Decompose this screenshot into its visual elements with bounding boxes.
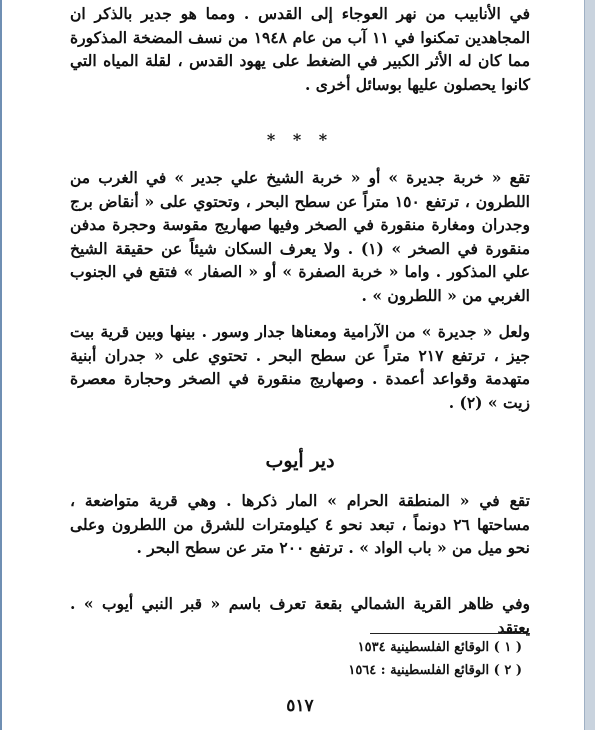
footnote-1: ( ١ ) الوقائع الفلسطينية ١٥٣٤ — [357, 640, 522, 655]
section-heading: دير أيوب — [265, 450, 335, 472]
paragraph-khirbet-jadira: تقع « خربة جديرة » أو « خربة الشيخ علي جدير » في الغرب من اللطرون ، ترتفع ١٥٠ متراً عن سطح البحر ، وتحتوي على « أنقاض برج وجدران ومغارة منقورة في الصخر وفيها صهاريج مقوسة وحجرة مدفن منقورة في الصخر » (١) . ولا يعرف السكان شيئاً عن حقيقة الشيخ علي المذكور . واما « خربة الصفرة » أو « الصفار » فتقع في الجنوب الغربي من « اللطرون » . — [70, 168, 530, 305]
paragraph-prophet-tomb: وفي ظاهر القرية الشمالي بقعة تعرف باسم « قبر النبي أيوب » . يعتقد — [70, 594, 530, 637]
section-separator: * * * — [266, 130, 334, 149]
page-number: ٥١٧ — [286, 696, 314, 716]
paragraph-jadira-etymology: ولعل « جديرة » من الآرامية ومعناها جدار وسور . بينها وبين قرية بيت جيز ، ترتفع ٢١٧ متراً عن سطح البحر . تحتوي على « جدران أبنية متهدمة وقواعد أعمدة . وصهاريج منقورة في الصخر وحجارة معصرة زيت » (٢) . — [70, 322, 530, 412]
paragraph-intro: في الأنابيب من نهر العوجاء إلى القدس . ومما هو جدير بالذكر ان المجاهدين تمكنوا في ١١ آب من عام ١٩٤٨ من نسف المضخة المذكورة مما كان له الأثر الكبير في الضغط على يهود القدس ، لقلة المياه التي كانوا يحصلون عليها بوسائل أخرى . — [70, 4, 531, 94]
paragraph-deir-ayyub: تقع في « المنطقة الحرام » المار ذكرها . وهي قرية متواضعة ، مساحتها ٢٦ دونماً ، تبعد نحو ٤ كيلومترات للشرق من اللطرون وعلى نحو ميل من « باب الواد » . ترتفع ٢٠٠ متر عن سطح البحر . — [70, 491, 530, 557]
footnote-divider — [370, 633, 530, 634]
window-frame-left — [0, 0, 2, 730]
footnote-2: ( ٢ ) الوقائع الفلسطينية : ١٥٦٤ — [348, 663, 522, 678]
book-page — [70, 2, 530, 727]
scrollbar-track[interactable] — [584, 0, 595, 730]
